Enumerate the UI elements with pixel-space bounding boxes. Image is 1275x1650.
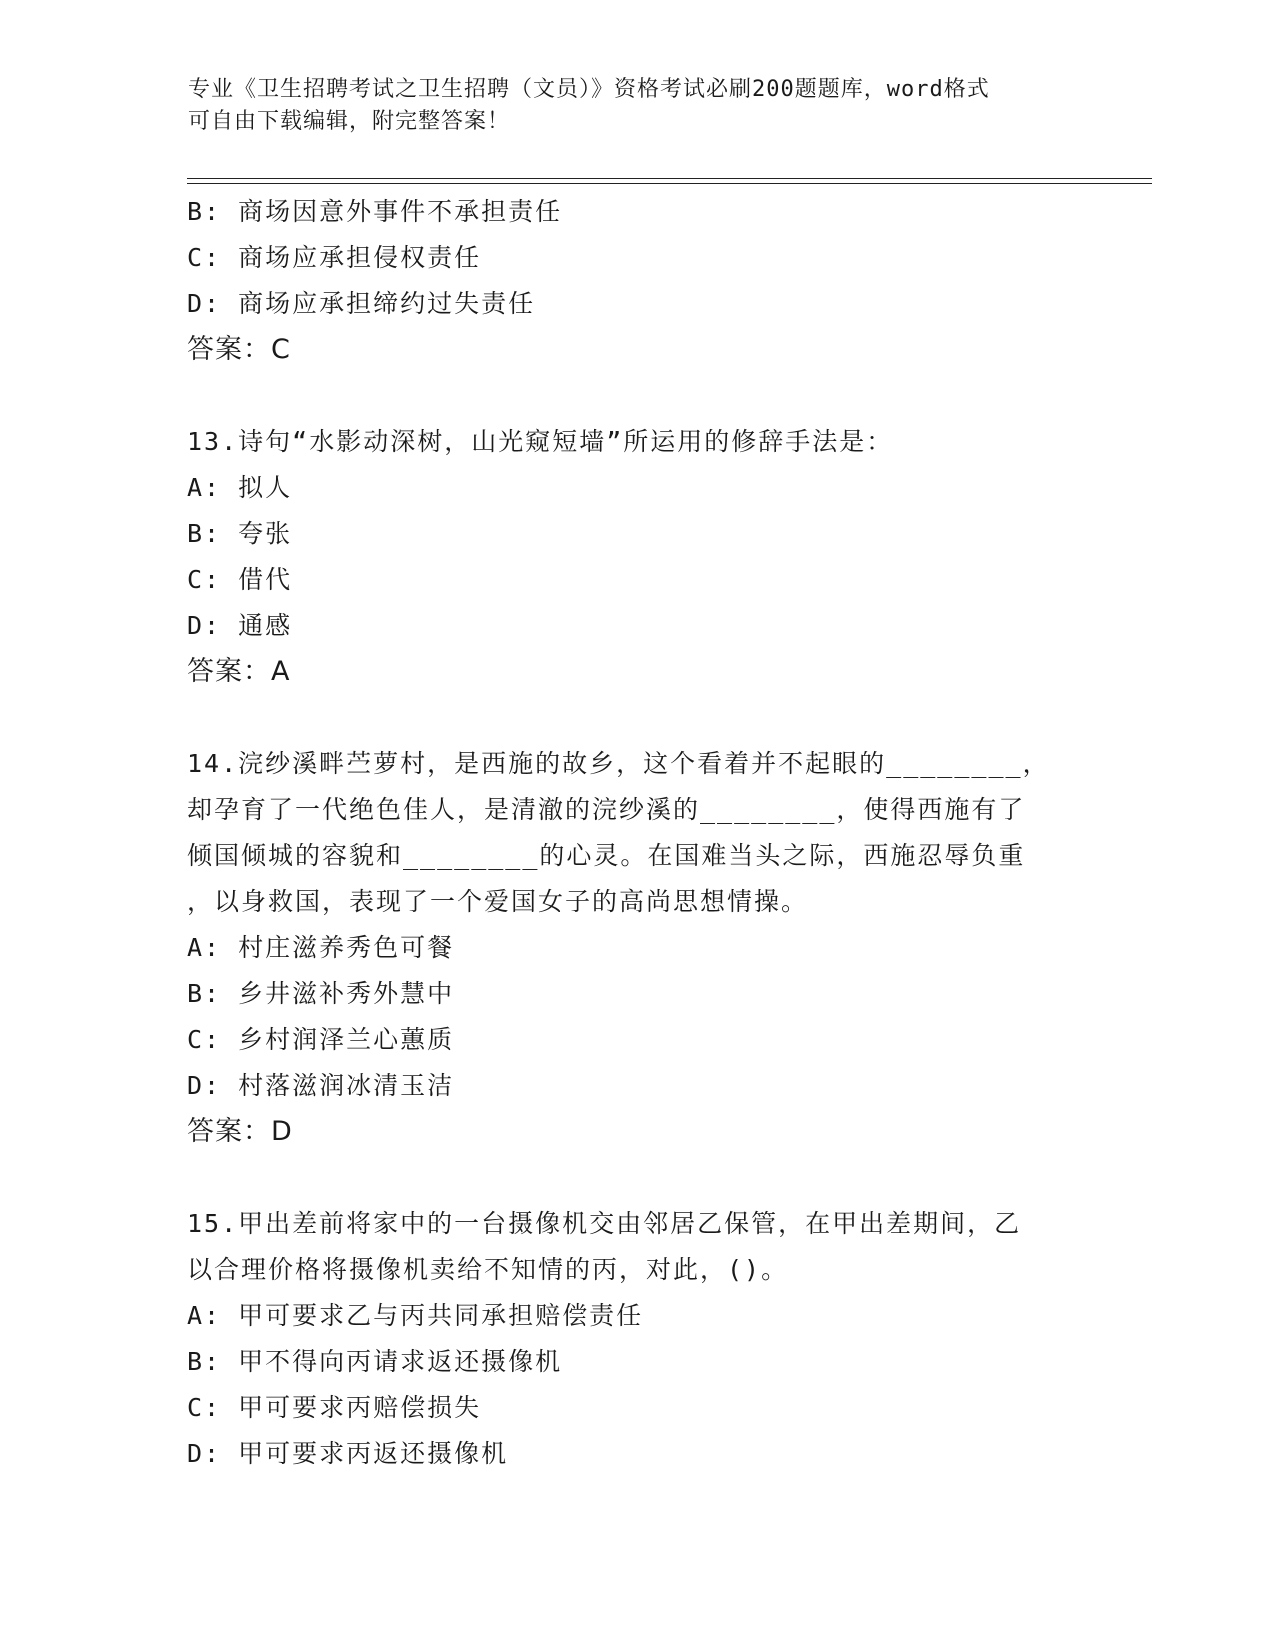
question-14 (187, 741, 1087, 1155)
question-15 (187, 1201, 1087, 1477)
option-c: C: 乡村润泽兰心蕙质 (187, 1025, 455, 1054)
question-stem: 倾国倾城的容貌和________的心灵。在国难当头之际，西施忍辱负重 (187, 841, 1026, 870)
option-d: D: 通感 (187, 611, 293, 640)
option-a: A: 甲可要求乙与丙共同承担赔偿责任 (187, 1301, 644, 1330)
header-rule-top (187, 178, 1152, 179)
question-stem: 以合理价格将摄像机卖给不知情的丙，对此，()。 (187, 1255, 789, 1284)
answer: 答案：D (187, 1116, 293, 1147)
spacer (187, 1155, 1087, 1201)
option-b: B: 商场因意外事件不承担责任 (187, 197, 563, 226)
option-c: C: 借代 (187, 565, 293, 594)
option-d: D: 商场应承担缔约过失责任 (187, 289, 536, 318)
question-12 (187, 189, 1087, 373)
question-stem: 15.甲出差前将家中的一台摄像机交由邻居乙保管，在甲出差期间，乙 (187, 1209, 1022, 1238)
document-body (187, 189, 1087, 1477)
header-line-1: 专业《卫生招聘考试之卫生招聘（文员）》资格考试必刷200题题库，word格式 (188, 77, 990, 102)
option-a: A: 拟人 (187, 473, 293, 502)
header-line-2: 可自由下载编辑，附完整答案！ (188, 109, 511, 134)
spacer (187, 695, 1087, 741)
answer: 答案：A (187, 656, 291, 687)
option-a: A: 村庄滋养秀色可餐 (187, 933, 455, 962)
question-stem: ，以身救国，表现了一个爱国女子的高尚思想情操。 (187, 887, 809, 916)
option-c: C: 甲可要求丙赔偿损失 (187, 1393, 482, 1422)
question-stem: 13.诗句“水影动深树，山光窥短墙”所运用的修辞手法是： (187, 427, 894, 456)
option-b: B: 乡井滋补秀外慧中 (187, 979, 455, 1008)
option-d: D: 村落滋润冰清玉洁 (187, 1071, 455, 1100)
spacer (187, 373, 1087, 419)
question-13 (187, 419, 1087, 695)
option-c: C: 商场应承担侵权责任 (187, 243, 482, 272)
answer: 答案：C (187, 334, 291, 365)
question-stem: 却孕育了一代绝色佳人，是清澈的浣纱溪的________，使得西施有了 (187, 795, 1026, 824)
option-b: B: 甲不得向丙请求返还摄像机 (187, 1347, 563, 1376)
header-rule-bottom (187, 183, 1152, 184)
document-header (188, 74, 1088, 138)
option-b: B: 夸张 (187, 519, 293, 548)
question-stem: 14.浣纱溪畔苎萝村，是西施的故乡，这个看着并不起眼的________， (187, 749, 1050, 778)
option-d: D: 甲可要求丙返还摄像机 (187, 1439, 509, 1468)
